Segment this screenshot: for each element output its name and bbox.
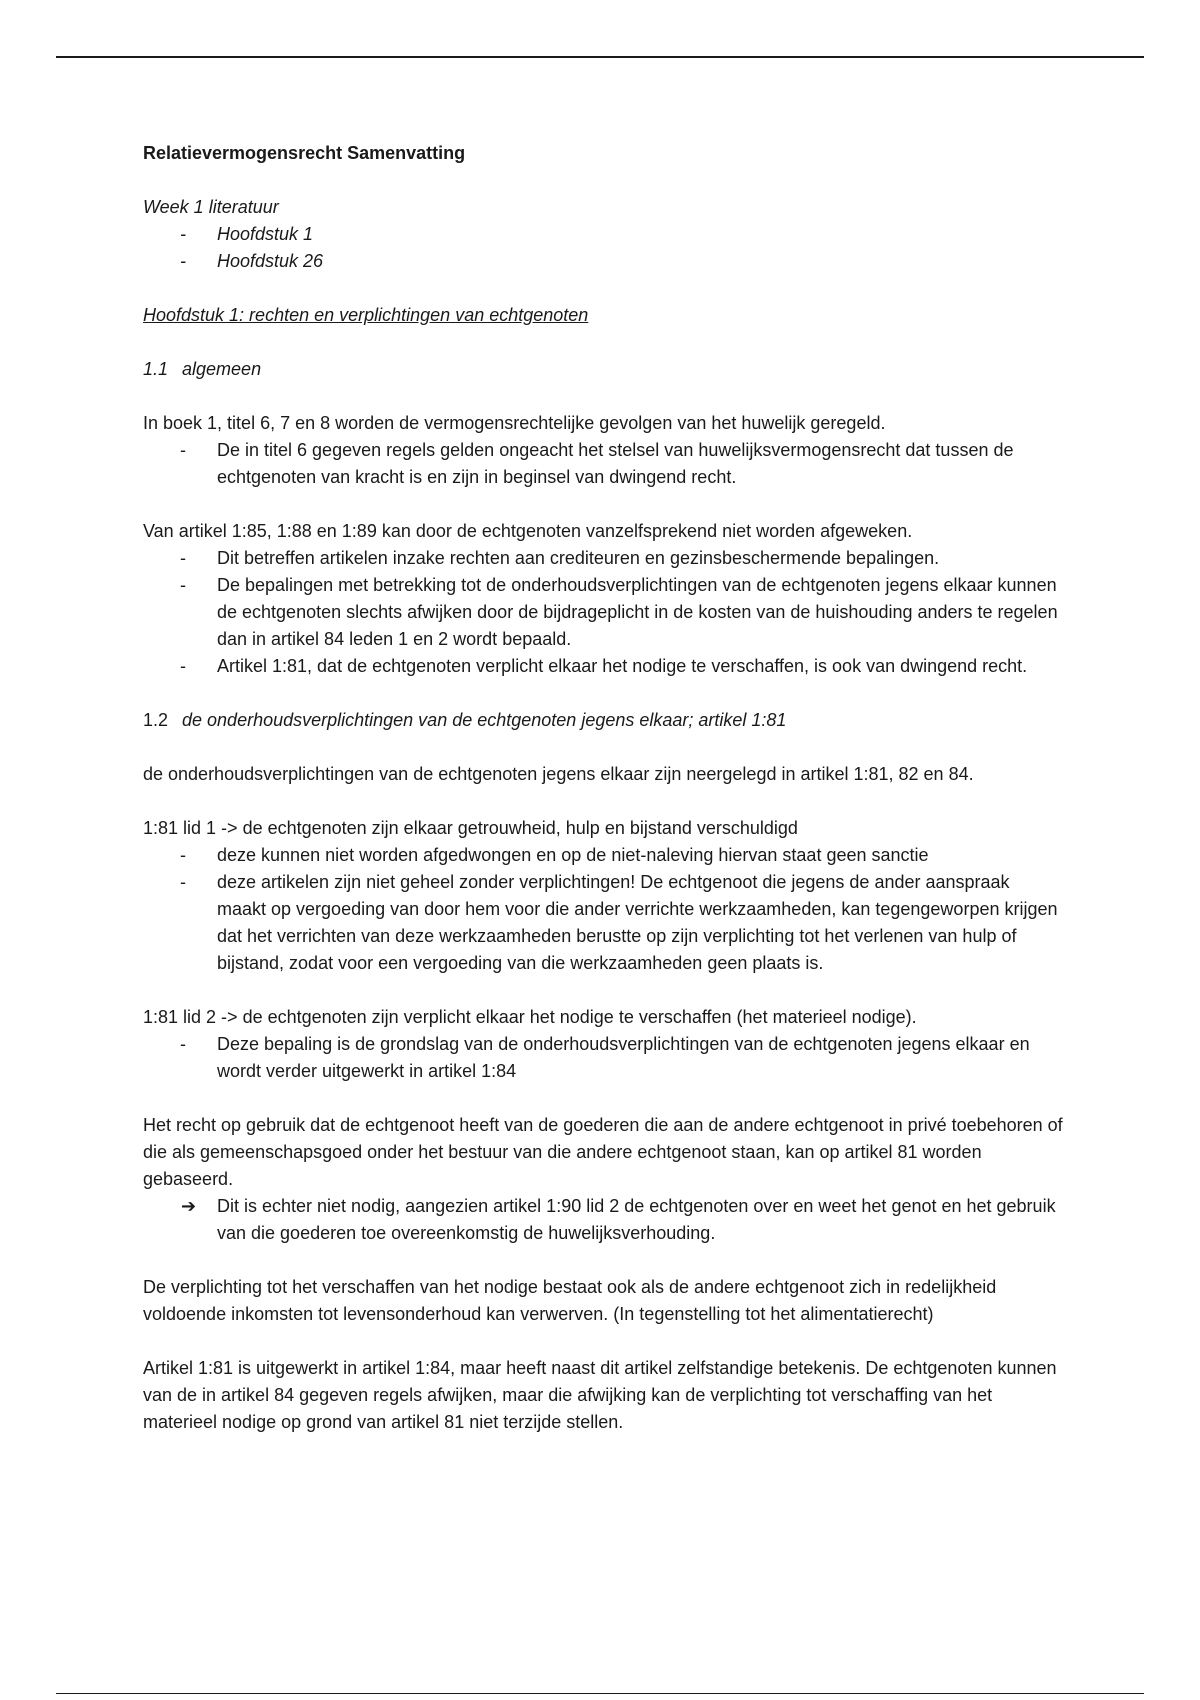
paragraph: Van artikel 1:85, 1:88 en 1:89 kan door de echtgenoten vanzelfsprekend niet worden afgeweken. [143,521,913,541]
section-heading-1-2 [143,707,1063,734]
bullet-list [143,545,1063,680]
bullet-list [143,842,1063,977]
list-item: - Artikel 1:81, dat de echtgenoten verplicht elkaar het nodige te verschaffen, is ook van dwingend recht. [143,653,1063,680]
section-heading-1-1 [143,356,1063,383]
list-item: - deze kunnen niet worden afgedwongen en op de niet-naleving hiervan staat geen sanctie [143,842,1063,869]
document-body [143,140,1063,1436]
list-item: - deze artikelen zijn niet geheel zonder verplichtingen! De echtgenoot die jegens de ander aanspraak maakt op vergoeding van door hem voor die ander verrichte werkzaamheden, kan tegengeworpen krijgen dat het verrichten van deze werkzaamheden berustte op zijn verplichting tot het verlenen van hulp of bijstand, zodat voor een vergoeding van die werkzaamheden geen plaats is. [143,869,1063,977]
list-item: - Deze bepaling is de grondslag van de onderhoudsverplichtingen van de echtgenoten jegens elkaar en wordt verder uitgewerkt in artikel 1:84 [143,1031,1063,1085]
paragraph: Artikel 1:81 is uitgewerkt in artikel 1:84, maar heeft naast dit artikel zelfstandige betekenis. De echtgenoten kunnen van de in artikel 84 gegeven regels afwijken, maar die afwijking kan de verplichting tot verschaffing van het materieel nodige op grond van artikel 81 niet terzijde stellen. [143,1358,1057,1432]
section-number: 1.2 [143,710,169,730]
paragraph: de onderhoudsverplichtingen van de echtgenoten jegens elkaar zijn neergelegd in artikel 1:81, 82 en 84. [143,764,974,784]
paragraph: De verplichting tot het verschaffen van het nodige bestaat ook als de andere echtgenoot zich in redelijkheid voldoende inkomsten tot levensonderhoud kan verwerven. (In tegenstelling tot het alimentatierecht) [143,1277,997,1324]
paragraph: In boek 1, titel 6, 7 en 8 worden de vermogensrechtelijke gevolgen van het huwelijk geregeld. [143,413,886,433]
section-title: algemeen [182,359,262,379]
section-title: de onderhoudsverplichtingen van de echtgenoten jegens elkaar; artikel 1:81 [182,710,787,730]
paragraph: 1:81 lid 1 -> de echtgenoten zijn elkaar getrouwheid, hulp en bijstand verschuldigd [143,818,798,838]
footer-rule [56,1693,1144,1694]
list-item: - Hoofdstuk 26 [143,248,1063,275]
list-item: - Dit betreffen artikelen inzake rechten aan crediteuren en gezinsbeschermende bepalingen. [143,545,1063,572]
document-title: Relatievermogensrecht Samenvatting [143,143,466,163]
list-item: - De in titel 6 gegeven regels gelden ongeacht het stelsel van huwelijksvermogensrecht dat tussen de echtgenoten van kracht is en zijn in beginsel van dwingend recht. [143,437,1063,491]
bullet-list [143,1031,1063,1085]
list-item: ➔ Dit is echter niet nodig, aangezien artikel 1:90 lid 2 de echtgenoten over en weet het genot en het gebruik van die goederen toe overeenkomstig de huwelijksverhouding. [143,1193,1063,1247]
header-rule [56,56,1144,58]
bullet-list [143,437,1063,491]
list-item: - De bepalingen met betrekking tot de onderhoudsverplichtingen van de echtgenoten jegens elkaar kunnen de echtgenoten slechts afwijken door de bijdrageplicht in de kosten van de huishouding anders te regelen dan in artikel 84 leden 1 en 2 wordt bepaald. [143,572,1063,653]
arrow-list [143,1193,1063,1247]
paragraph: Het recht op gebruik dat de echtgenoot heeft van de goederen die aan de andere echtgenoot in privé toebehoren of die als gemeenschapsgoed onder het bestuur van die andere echtgenoot staan, kan op artikel 81 worden gebaseerd. [143,1115,1063,1189]
section-number: 1.1 [143,359,169,379]
paragraph: 1:81 lid 2 -> de echtgenoten zijn verplicht elkaar het nodige te verschaffen (het materieel nodige). [143,1007,917,1027]
week-list [143,221,1063,275]
chapter-heading: Hoofdstuk 1: rechten en verplichtingen van echtgenoten [143,305,589,325]
week-label: Week 1 literatuur [143,197,279,217]
list-item: - Hoofdstuk 1 [143,221,1063,248]
